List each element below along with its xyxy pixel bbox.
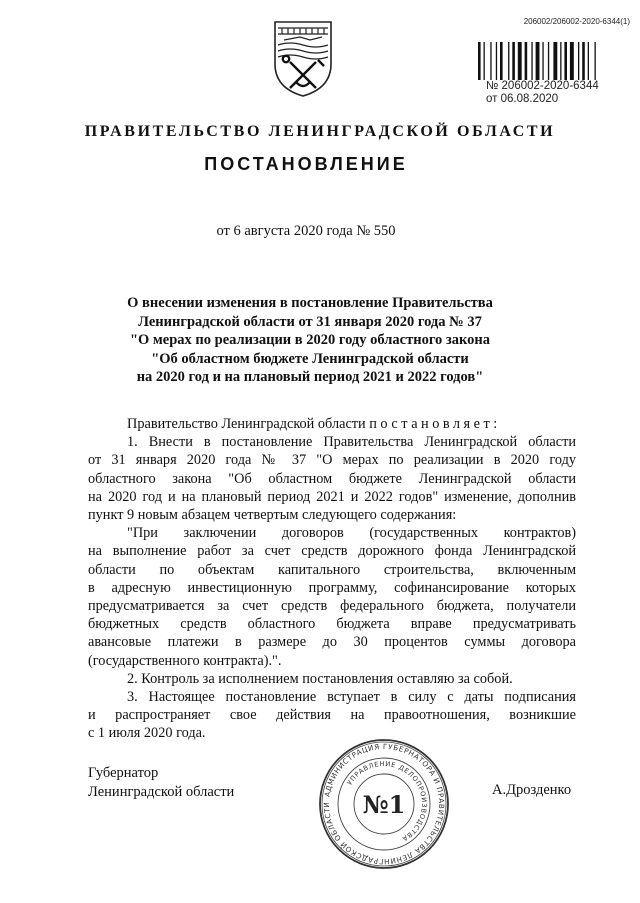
document-code: 206002/206002-2020-6344(1) xyxy=(523,17,630,26)
quote-line: области по объектам капитального строительства, включенным xyxy=(88,561,576,578)
subject-line: О внесении изменения в постановление Правительства xyxy=(127,295,493,311)
item-1-line: на 2020 год и на плановый период 2021 и 2022 годов" изменение, дополнив xyxy=(88,488,576,505)
preamble xyxy=(88,415,576,433)
registration-stamp xyxy=(486,80,599,106)
quote-line: предусматривается за счет средств федерального бюджета, получатели xyxy=(88,598,576,615)
signer-position xyxy=(88,764,234,801)
document-date-number: от 6 августа 2020 года № 550 xyxy=(216,223,396,239)
quote-line: на выполнение работ за счет средств дорожного фонда Ленинградской xyxy=(88,543,576,560)
preamble-lead: Правительство Ленинградской области xyxy=(127,416,366,432)
document-subject xyxy=(95,294,525,387)
quote-line: (государственного контракта).". xyxy=(88,652,282,669)
item-3-line: и распространяет свое действия на правоотношения, возникшие xyxy=(88,707,576,724)
official-seal xyxy=(318,738,450,870)
document-body xyxy=(88,415,576,743)
quote-line: бюджетных средств областного бюджета вправе предусматривать xyxy=(88,616,576,633)
government-title: ПРАВИТЕЛЬСТВО ЛЕНИНГРАДСКОЙ ОБЛАСТИ xyxy=(84,123,556,140)
signer-position-line: Губернатор xyxy=(88,765,159,781)
registration-number: № 206002-2020-6344 xyxy=(486,80,599,92)
quote-line: авансовые платежи в размере до 30 процентов суммы договора xyxy=(88,634,576,651)
quote-line: в адресную инвестиционную программу, софинансирование которых xyxy=(88,579,576,596)
item-3-line: с 1 июля 2020 года. xyxy=(88,725,206,742)
quote-line: "При заключении договоров (государственных контрактов) xyxy=(127,525,576,542)
seal-outer-text: АДМИНИСТРАЦИЯ ГУБЕРНАТОРА И ПРАВИТЕЛЬСТВА ЛЕНИНГРАДСКОЙ ОБЛАСТИ xyxy=(321,741,447,867)
coat-of-arms-icon xyxy=(270,18,336,98)
seal-inner-text: УПРАВЛЕНИЕ ДЕЛОПРОИЗВОДСТВА xyxy=(345,759,429,844)
barcode-icon xyxy=(478,42,618,80)
signer-name: А.Дрозденко xyxy=(492,782,572,798)
item-1-line: от 31 января 2020 года № 37 "О мерах по реализации в 2020 году xyxy=(88,452,576,469)
subject-line: Ленинградской области от 31 января 2020 года № 37 xyxy=(138,313,482,330)
item-2: 2. Контроль за исполнением постановления оставляю за собой. xyxy=(127,670,513,687)
subject-line: "Об областном бюджете Ленинградской области xyxy=(151,350,469,367)
preamble-verb: постановляет: xyxy=(369,416,501,432)
item-1-line: 1. Внести в постановление Правительства Ленинградской области xyxy=(127,434,576,451)
item-1-line: областного закона "Об областном бюджете Ленинградской области xyxy=(88,470,576,487)
subject-line: "О мерах по реализации в 2020 году областного закона xyxy=(129,332,491,348)
item-3-line: 3. Настоящее постановление вступает в силу с даты подписания xyxy=(127,689,576,706)
document-type: ПОСТАНОВЛЕНИЕ xyxy=(204,154,408,174)
registration-date: от 06.08.2020 xyxy=(486,93,559,105)
signer-position-line: Ленинградской области xyxy=(88,783,235,800)
subject-line: на 2020 год и на плановый период 2021 и 2022 годов" xyxy=(136,369,484,385)
item-1-line: пункт 9 новым абзацем четвертым следующего содержания: xyxy=(88,507,457,524)
seal-number: №1 xyxy=(362,790,406,819)
